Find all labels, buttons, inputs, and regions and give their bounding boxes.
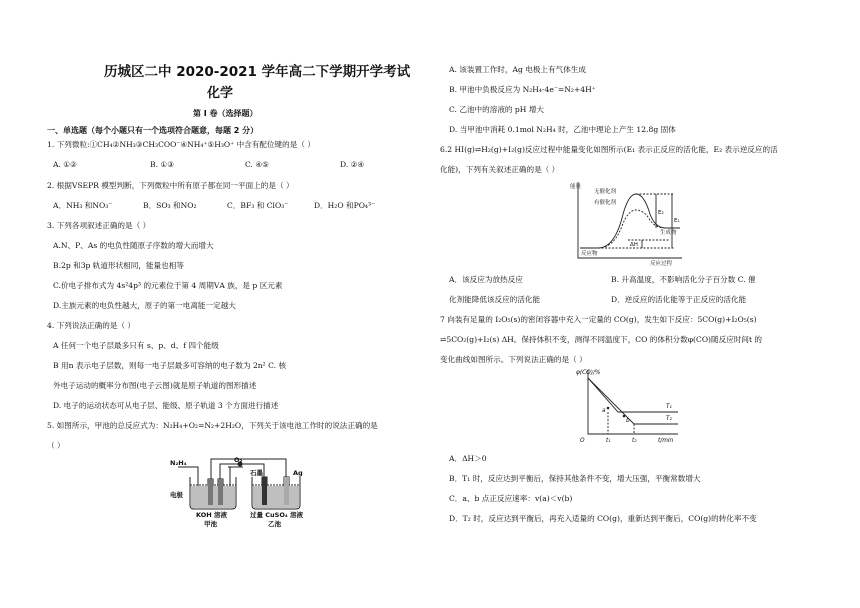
q7-option-a: A．ΔH＞0 — [449, 454, 487, 463]
q4-option-b-line1: B 用n 表示电子层数，则每一电子层最多可容纳的电子数为 2n² C. 核 — [53, 361, 287, 370]
q6-fig-xlabel: 反应过程 — [650, 261, 673, 266]
subject-title: 化学 — [207, 86, 234, 101]
q5-fig-o2-label: O₂ — [234, 456, 243, 464]
q5-option-c: C. 乙池中的溶液的 pH 增大 — [449, 105, 545, 114]
q3-option-a: A.N、P、As 的电负性随原子序数的增大而增大 — [53, 241, 214, 250]
q3-option-d: D.主族元素的电负性越大，原子的第一电离能一定越大 — [53, 301, 236, 310]
part-heading: 一、单选题（每个小题只有一个选项符合题意，每题 2 分） — [47, 126, 259, 135]
q6-fig-nocat-label: 无催化剂 — [594, 189, 617, 195]
q7-option-c: C．a、b 点正反应速率：v(a)＜v(b) — [449, 494, 573, 503]
q3-stem: 3. 下列各项叙述正确的是（ ） — [47, 221, 151, 230]
q7-fig-t1: t₁ — [606, 438, 611, 444]
q5-fig-graphite-label: 石墨 — [250, 469, 263, 477]
q5-fig-koh-label: KOH 溶液 — [196, 511, 227, 519]
q6-fig-dh-label: ΔH — [630, 242, 638, 248]
q5-fig-yi-label: 乙池 — [268, 520, 281, 528]
q4-option-a: A 任何一个电子层最多只有 s、p、d、f 四个能级 — [53, 341, 219, 350]
q7-option-b: B．T₁ 时，反应达到平衡后，保持其他条件不变，增大压强，平衡常数增大 — [449, 474, 701, 483]
q4-option-b-line2: 外电子运动的概率分布图(电子云图)就是原子轨道的图形描述 — [53, 381, 257, 390]
q2-option-c: C．BF₃ 和 ClO₃⁻ — [227, 201, 289, 210]
q7-fig-T1: T₁ — [666, 404, 672, 410]
q5-fig-electrode-label: 电极 — [170, 491, 183, 499]
q6-fig-e1-label: E₁ — [674, 218, 680, 224]
q2-option-d: D．H₂O 和PO₄³⁻ — [314, 201, 376, 210]
q6-fig-cat-label: 有催化剂 — [594, 200, 617, 206]
exam-title: 历城区二中 2020-2021 学年高二下学期开学考试 — [104, 64, 411, 80]
q6-energy-diagram — [570, 180, 688, 266]
q1-option-d: D. ②④ — [340, 160, 365, 169]
q2-option-b: B．SO₃ 和NO₂ — [143, 201, 197, 210]
q1-option-c: C. ④⑤ — [245, 160, 269, 169]
q6-stem-line2: 化能)，下列有关叙述正确的是（ ） — [440, 165, 560, 174]
q7-stem-line3: 变化曲线如图所示。下列说法正确的是（ ） — [440, 355, 587, 364]
q6-option-c: 化剂能降低该反应的活化能 — [449, 295, 541, 304]
q5-fig-ag-label: Ag — [293, 469, 303, 477]
q7-fig-xlabel: t/min — [658, 438, 674, 444]
q6-fig-product-label: 生成物 — [660, 230, 677, 236]
q6-fig-e2-label: E₂ — [658, 210, 664, 216]
q3-option-b: B.2p 和3p 轨道形状相同，能量也相等 — [53, 261, 184, 270]
q6-fig-ylabel: 能量 — [570, 184, 582, 190]
q2-option-a: A．NH₃ 和NO₃⁻ — [53, 201, 113, 210]
q5-stem-line2: （ ） — [47, 441, 65, 450]
q7-stem-line2: ⇌5CO₂(g)+I₂(s) ΔH。保持体积不变，测得不同温度下，CO 的体积分数φ(CO)随反应时间t 的 — [440, 335, 763, 344]
q5-option-a: A. 该装置工作时，Ag 电极上有气体生成 — [449, 65, 586, 74]
q5-option-d: D. 当甲池中消耗 0.1mol N₂H₄ 时，乙池中理论上产生 12.8g 固体 — [449, 125, 676, 134]
q5-stem-line1: 5. 如图所示，甲池的总反应式为：N₂H₄+O₂=N₂+2H₂O，下列关于该电池工作时的说法正确的是 — [47, 421, 378, 430]
q6-option-a: A．该反应为放热反应 — [449, 275, 523, 284]
q7-co-fraction-graph — [574, 366, 684, 446]
q7-fig-point-a: a — [602, 408, 606, 414]
q5-fig-n2h4-label: N₂H₄ — [170, 459, 187, 467]
q7-stem-line1: 7 向装有足量的 I₂O₅(s)的密闭容器中充入一定量的 CO(g)，发生如下反应：5CO(g)+I₂O₅(s) — [440, 315, 757, 324]
q3-option-c: C.价电子排布式为 4s²4p³ 的元素位于第 4 周期ⅤA 族，是 p 区元素 — [53, 281, 283, 290]
q6-stem-line1: 6.2 HI(g)⇌H₂(g)+I₂(g)反应过程中能量变化如图所示(E₁ 表示正反应的活化能，E₂ 表示逆反应的活 — [440, 145, 778, 154]
q5-fig-jia-label: 甲池 — [204, 520, 217, 528]
q7-fig-origin: O — [580, 438, 585, 444]
q7-fig-point-b: b — [626, 418, 630, 424]
q7-fig-T2: T₂ — [666, 416, 672, 422]
q2-stem: 2. 根据VSEPR 模型判断，下列微粒中所有原子都在同一平面上的是（ ） — [47, 181, 294, 190]
section-heading: 第 Ⅰ 卷（选择题） — [193, 109, 258, 118]
q5-electrochemical-figure — [168, 453, 310, 529]
q7-fig-t2: t₂ — [632, 438, 637, 444]
q1-option-b: B. ①③ — [150, 160, 175, 169]
q1-stem: 1. 下列微粒:①CH₄②NH₃③CH₃COO⁻④NH₄⁺⑤H₃O⁺ 中含有配位键的是（ ） — [47, 140, 315, 149]
q7-fig-ylabel: φ(CO)/% — [576, 370, 601, 376]
q1-option-a: A. ①② — [53, 160, 77, 169]
q7-option-d: D．T₂ 时，反应达到平衡后，再充入适量的 CO(g)，重新达到平衡后，CO(g)的转化率不变 — [449, 514, 757, 523]
q4-option-d: D. 电子的运动状态可从电子层、能级、原子轨道 3 个方面进行描述 — [53, 401, 279, 410]
q4-stem: 4. 下列说法正确的是（ ） — [47, 321, 136, 330]
q5-fig-cuso4-label: 过量 CuSO₄ 溶液 — [250, 511, 303, 519]
q6-option-d: D．逆反应的活化能等于正反应的活化能 — [611, 295, 747, 304]
q6-option-b: B. 升高温度，不影响活化分子百分数 C. 催 — [611, 275, 756, 284]
q5-option-b: B. 甲池中负极反应为 N₂H₄-4e⁻=N₂+4H⁺ — [449, 85, 596, 94]
q6-fig-reactant-label: 反应物 — [581, 251, 598, 257]
